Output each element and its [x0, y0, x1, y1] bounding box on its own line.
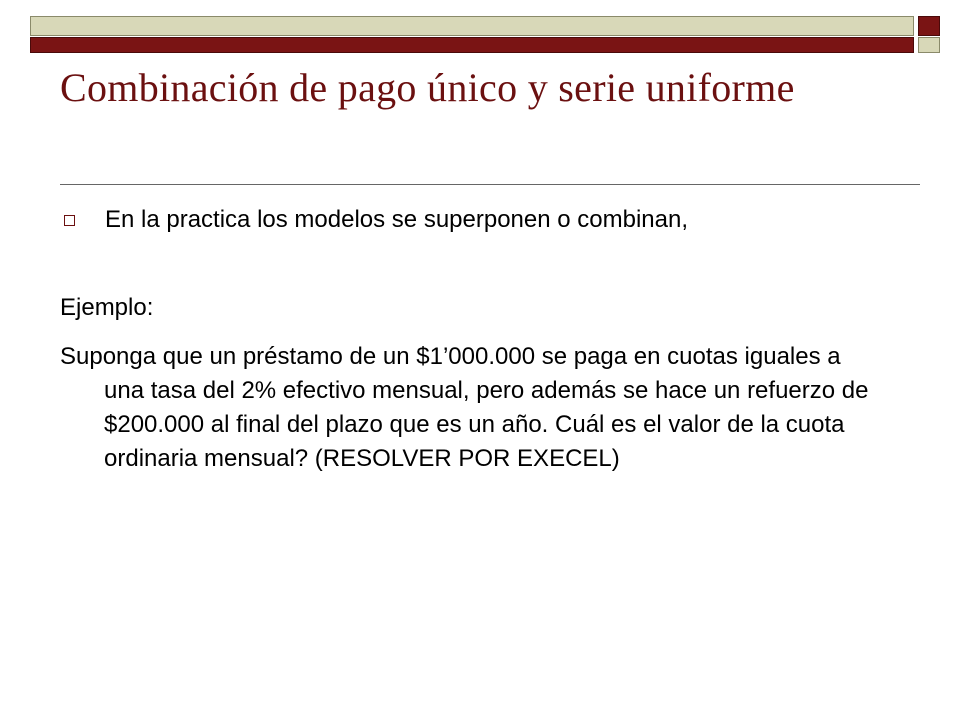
bullet-item: [64, 204, 924, 236]
title-divider: [60, 184, 920, 185]
example-label: Ejemplo:: [60, 294, 154, 321]
header-band-light: [30, 16, 914, 36]
corner-block-dark: [918, 16, 940, 36]
square-outline-bullet-icon: [64, 215, 75, 226]
bullet-text: En la practica los modelos se superponen o combinan,: [105, 206, 689, 233]
example-paragraph: Suponga que un préstamo de un $1’000.000 se paga en cuotas iguales a una tasa del 2% efectivo mensual, pero además se hace un refuerzo de $200.000 al final del plazo que es un año. Cuál es el valor de la cuota ordinaria mensual? (RESOLVER POR EXECEL): [60, 343, 869, 472]
header-band-dark: [30, 37, 914, 53]
corner-block-light: [918, 37, 940, 53]
slide-title: Combinación de pago único y serie uniforme: [60, 65, 795, 110]
